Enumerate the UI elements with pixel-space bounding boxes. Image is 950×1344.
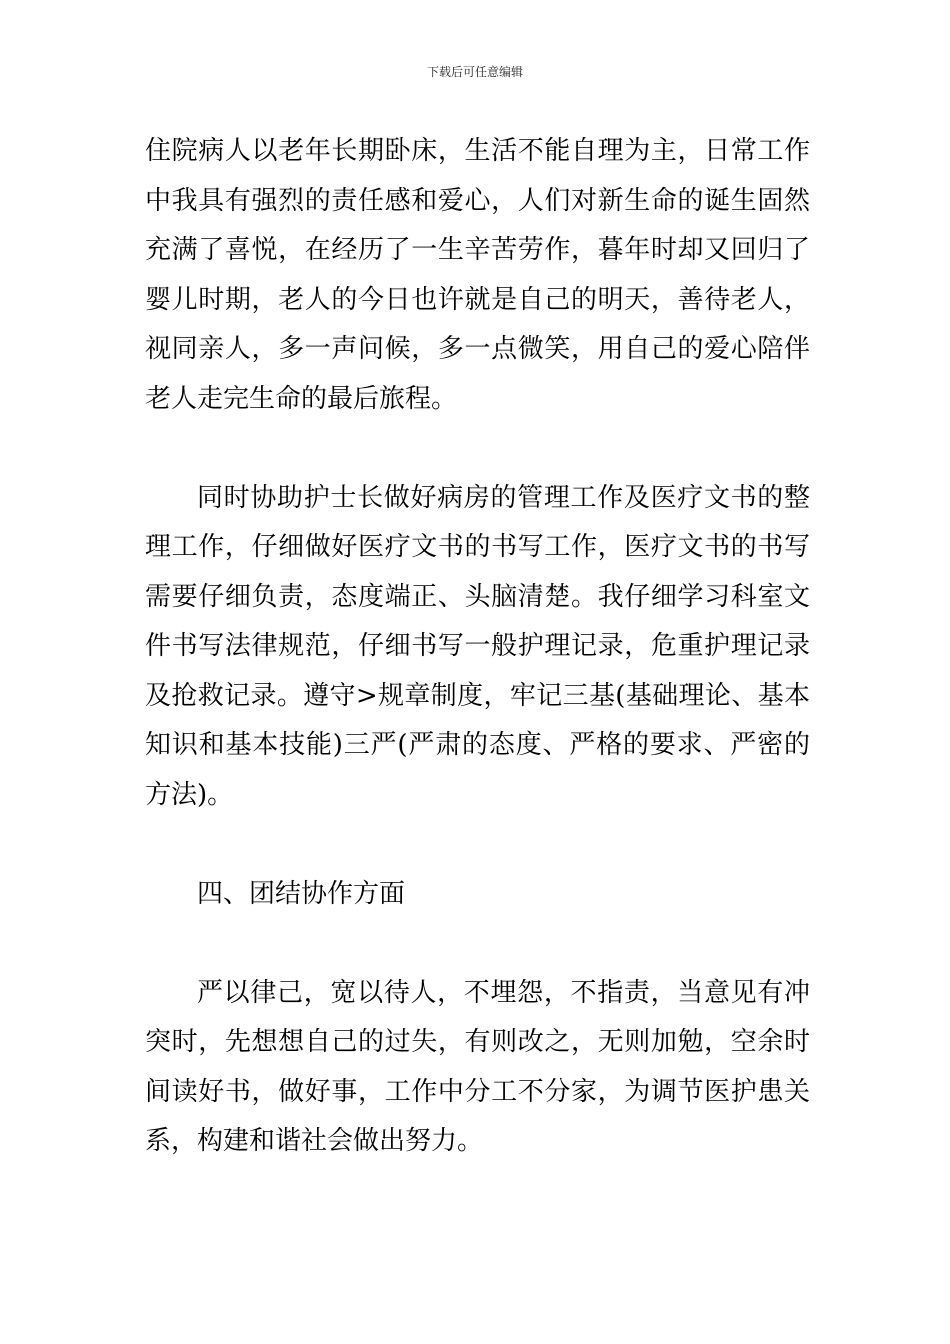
paragraph-spacer bbox=[145, 820, 810, 870]
document-body bbox=[145, 127, 810, 1167]
paragraph-teamwork: 严以律己，宽以待人，不埋怨，不指责，当意见有冲突时，先想想自己的过失，有则改之，无则加勉，空余时间读好书，做好事，工作中分工不分家，为调节医护患关系，构建和谐社会做出努力。 bbox=[145, 977, 810, 1156]
paragraph-spacer bbox=[145, 919, 810, 969]
paragraph-spacer bbox=[145, 424, 810, 474]
section-heading-teamwork: 四、团结协作方面 bbox=[197, 878, 406, 909]
paragraph-medical-documents: 同时协助护士长做好病房的管理工作及医疗文书的整理工作，仔细做好医疗文书的书写工作，医疗文书的书写需要仔细负责，态度端正、头脑清楚。我仔细学习科室文件书写法律规范，仔细书写一般护理记录，危重护理记录及抢救记录。遵守>规章制度，牢记三基(基础理论、基本知识和基本技能)三严(严肃的态度、严格的要求、严密的方法)。 bbox=[145, 482, 810, 810]
page-header: 下载后可任意编辑 bbox=[426, 65, 523, 79]
paragraph-elderly-care: 住院病人以老年长期卧床，生活不能自理为主，日常工作中我具有强烈的责任感和爱心，人们对新生命的诞生固然充满了喜悦，在经历了一生辛苦劳作，暮年时却又回归了婴儿时期，老人的今日也许就是自己的明天，善待老人，视同亲人，多一声问候，多一点微笑，用自己的爱心陪伴老人走完生命的最后旅程。 bbox=[145, 136, 810, 414]
